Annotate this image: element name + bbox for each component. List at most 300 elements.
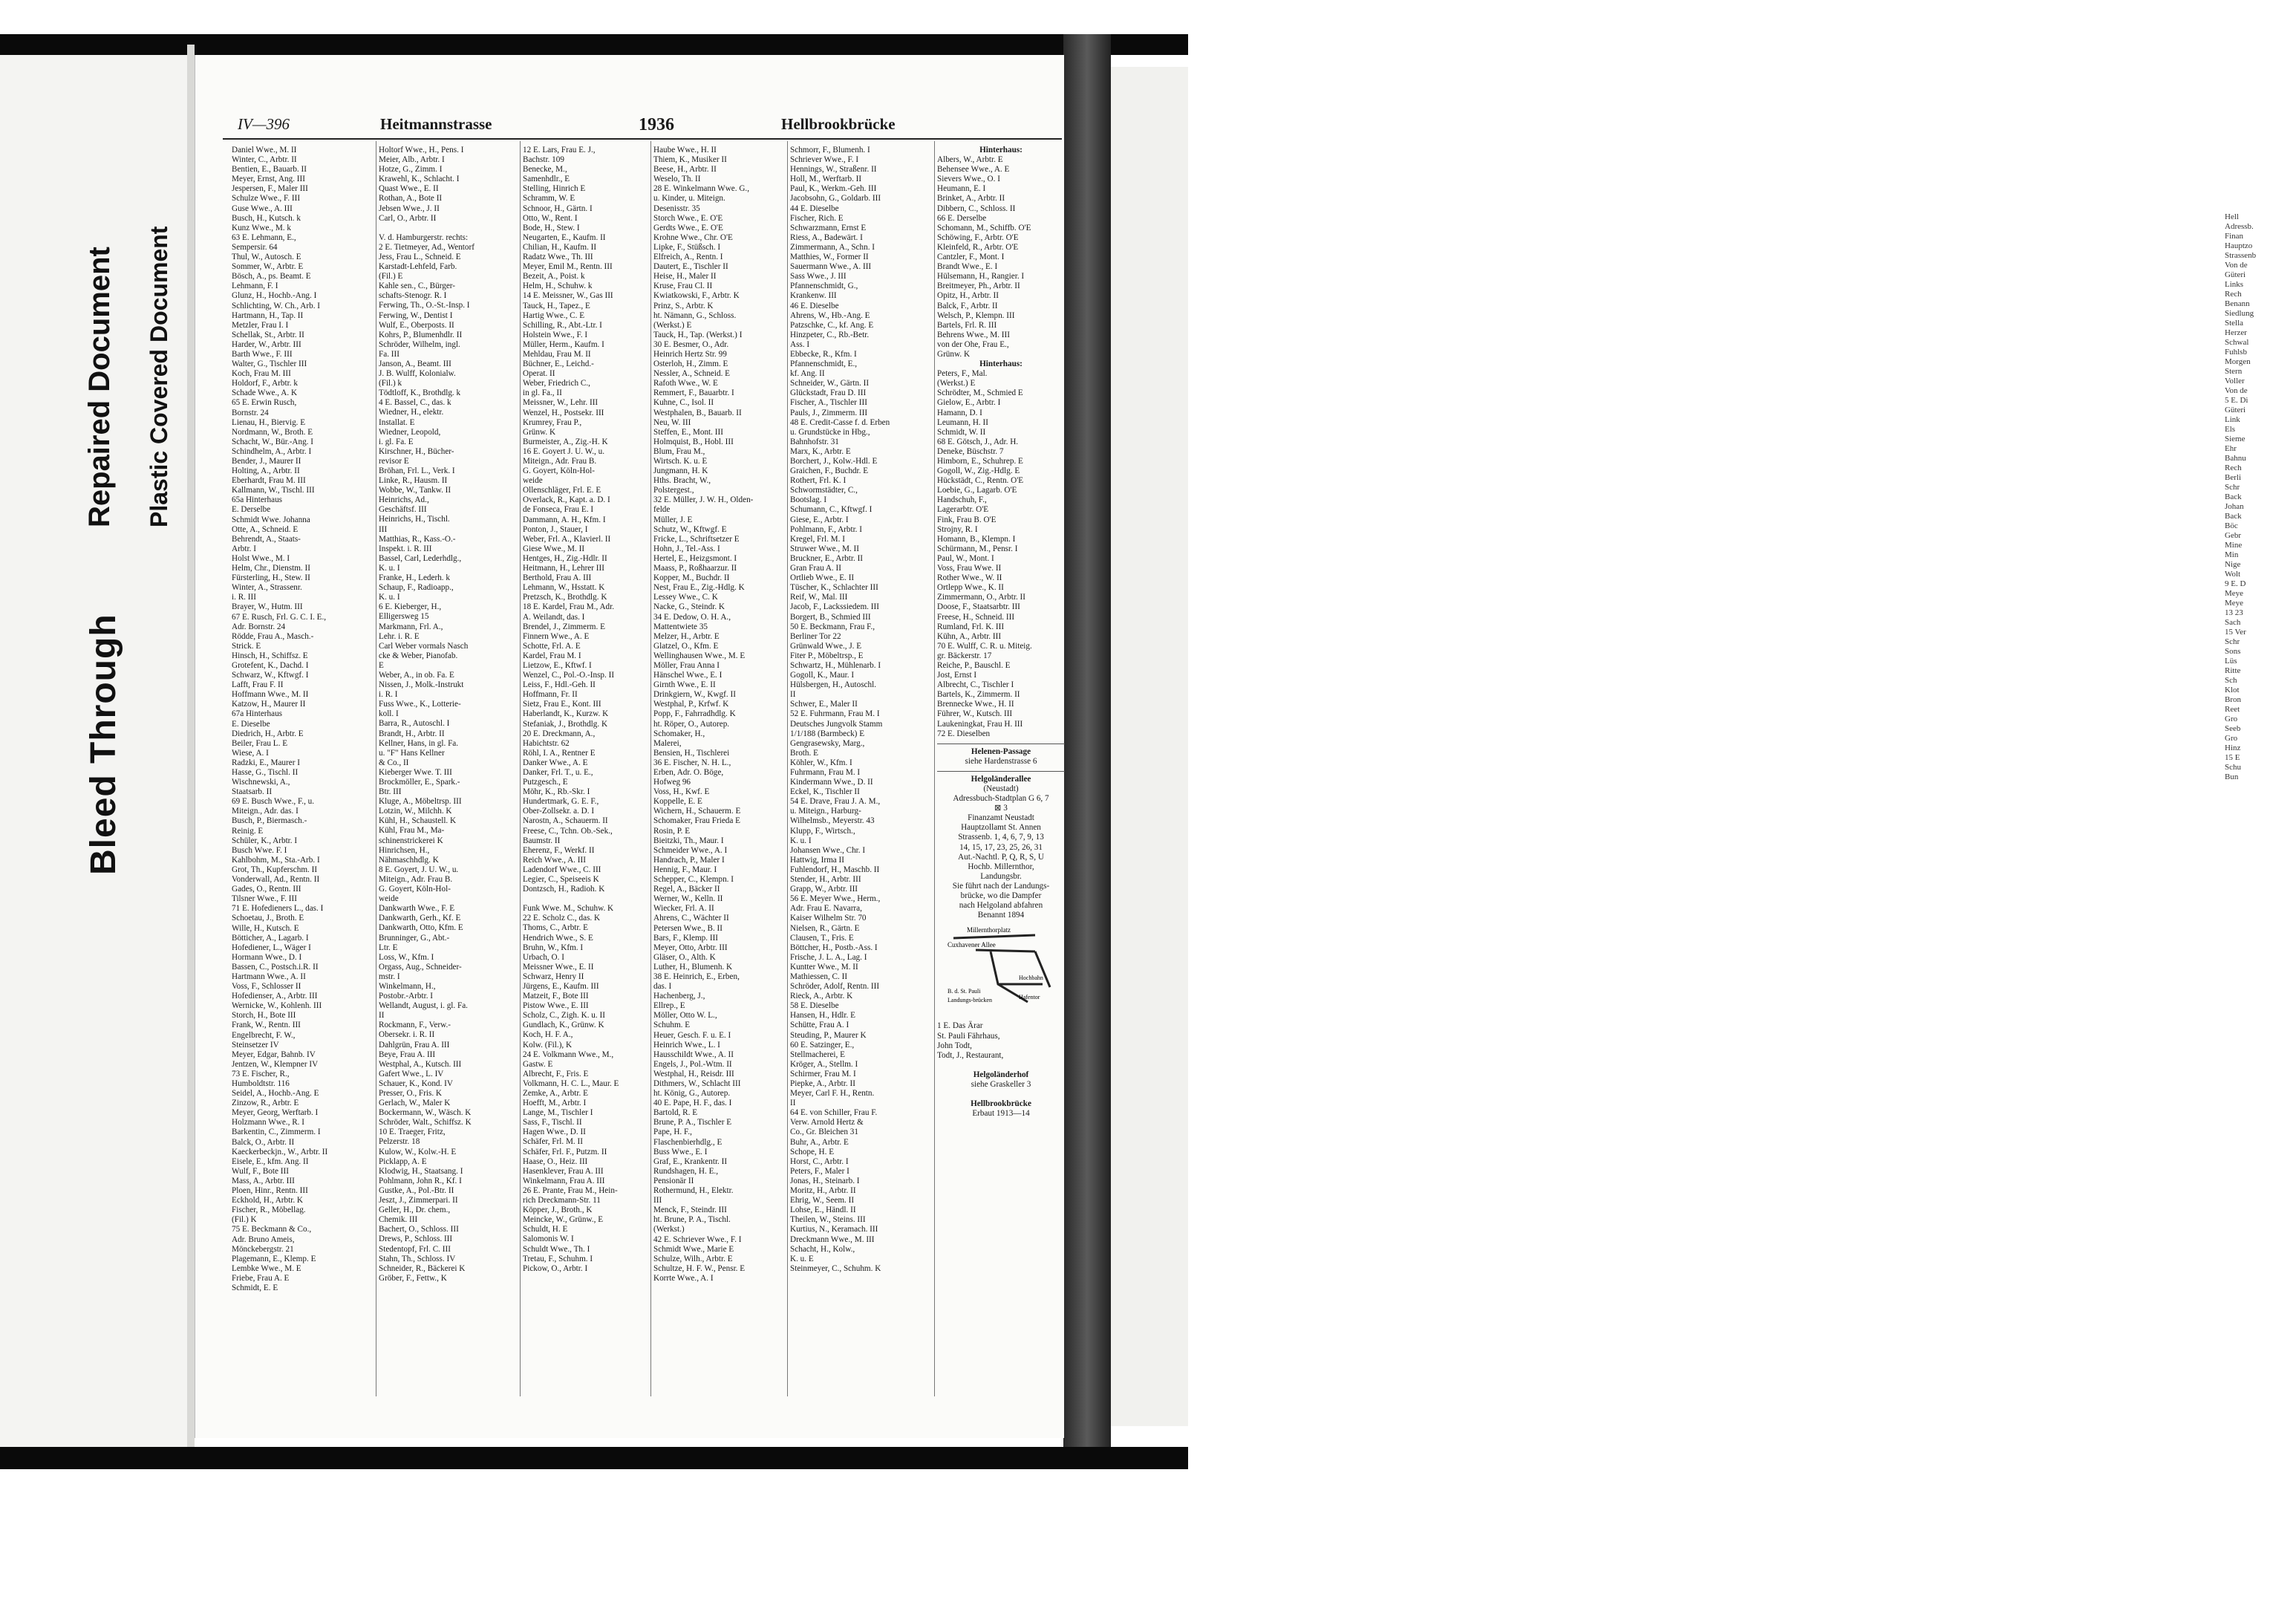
directory-entry: Narostn, A., Schauerm. II (523, 816, 608, 826)
directory-entry: 10 E. Traeger, Fritz, (379, 1128, 446, 1137)
directory-entry: Presser, O., Fris. K (379, 1089, 443, 1098)
directory-entry: (Fil.) K (232, 1215, 257, 1225)
directory-entry: Hauptzo (2225, 241, 2253, 250)
directory-entry: K. u. I (379, 563, 400, 573)
directory-entry: Wenzel, H., Postsekr. III (523, 408, 604, 417)
directory-entry: Ahrens, W., Hb.-Ang. E (790, 310, 870, 320)
directory-entry: Jespersen, F., Maler III (232, 184, 308, 194)
directory-entry: Ass. I (790, 339, 810, 349)
directory-entry: Buss Wwe., E. I (653, 1147, 708, 1156)
directory-entry: Aut.-Nachtl. P, Q, R, S, U (958, 852, 1044, 862)
directory-entry: 9 E. D (2225, 579, 2246, 588)
directory-entry: Matzeit, F., Bote III (523, 992, 589, 1001)
directory-entry: u. Miteign., Harburg- (790, 807, 861, 816)
directory-entry: Fuhlendorf, H., Maschb. II (790, 865, 880, 874)
directory-entry: II (379, 1011, 385, 1021)
directory-entry: Hausschildt Wwe., A. II (653, 1050, 734, 1059)
directory-entry: 50 E. Beckmann, Frau F., (790, 622, 875, 631)
directory-entry: koll. I (379, 709, 399, 719)
directory-entry: Müller, Herm., Kaufm. I (523, 339, 604, 349)
directory-entry: Deneke, Büschstr. 7 (937, 446, 1004, 456)
directory-entry: brücke, wo die Dampfer (960, 891, 1042, 901)
directory-entry: Engels, J., Pol.-Wtm. II (653, 1059, 732, 1069)
directory-entry: Bassen, C., Postsch.i.R. II (232, 962, 319, 972)
directory-entry: Schmidt Wwe., Marie E (653, 1244, 734, 1254)
directory-entry: Hohn, J., Tel.-Ass. I (653, 544, 720, 553)
directory-entry: 46 E. Dieselbe (790, 301, 839, 310)
directory-entry: Heumann, E. I (937, 184, 986, 194)
directory-entry: Stelling, Hinrich E (523, 184, 586, 194)
directory-entry: Kindermann Wwe., D. II (790, 778, 873, 787)
directory-entry: Dautert, E., Tischler II (653, 262, 728, 272)
directory-entry: 64 E. von Schiller, Frau F. (790, 1108, 878, 1118)
directory-entry: Führer, W., Kutsch. III (937, 709, 1013, 719)
directory-entry: Hths. Bracht, W., (653, 476, 711, 486)
directory-entry: Melzer, H., Arbtr. E (653, 631, 720, 641)
directory-entry: Pape, H. F., (653, 1128, 692, 1137)
directory-entry: Guse Wwe., A. III (232, 204, 293, 213)
directory-entry: Funk Wwe. M., Schuhw. K (523, 904, 614, 914)
directory-entry: Schriever Wwe., F. I (790, 155, 859, 165)
directory-entry: Kunz Wwe., M. k (232, 223, 291, 232)
directory-entry: Schneider, R., Bäckerei K (379, 1263, 466, 1273)
directory-entry: ht. Brune, P. A., Tischl. (653, 1215, 731, 1225)
directory-entry: Glückstadt, Frau D. III (790, 388, 867, 398)
directory-entry: Frische, J. L. A., Lag. I (790, 952, 867, 962)
directory-entry: Tauck, H., Tap. (Werkst.) I (653, 330, 743, 339)
directory-entry: u. Grundstücke in Hbg., (790, 427, 870, 437)
directory-entry: Rothan, A., Bote II (379, 194, 443, 204)
directory-entry: Thiem, K., Musiker II (653, 155, 727, 165)
directory-entry: Sons (2225, 647, 2241, 656)
directory-entry: Wilhelmsb., Meyerstr. 43 (790, 816, 875, 826)
directory-entry: Schwarzmann, Ernst E (790, 223, 867, 232)
directory-entry: Schumann, C., Kftwgf. I (790, 505, 873, 515)
directory-entry: Kirschner, H., Bücher- (379, 446, 454, 456)
directory-entry: Samenhdlr., E (523, 175, 570, 184)
directory-entry: Otto, W., Rent. I (523, 213, 578, 223)
directory-entry: Katzow, H., Maurer II (232, 700, 306, 709)
directory-entry: Freese, H., Schneid. III (937, 612, 1015, 622)
directory-entry: Desenisstr. 35 (653, 204, 700, 213)
directory-entry: Rundshagen, H. E., (653, 1166, 719, 1176)
directory-entry: Linke, R., Hausm. II (379, 476, 448, 486)
directory-entry: Winkelmann, H., (379, 981, 436, 991)
directory-entry: Kruse, Frau Cl. II (653, 282, 713, 291)
directory-entry: Winkelmann, Frau A. III (523, 1176, 605, 1185)
directory-entry: Deutsches Jungvolk Stamm (790, 719, 883, 729)
directory-entry: Borgert, B., Schmied III (790, 612, 871, 622)
directory-entry: Güteri (2225, 406, 2246, 414)
directory-entry: Sass Wwe., J. III (790, 272, 847, 282)
directory-entry: Ahrens, C., Wächter II (653, 914, 729, 923)
directory-entry: Paul, K., Werkm.-Geh. III (790, 184, 877, 194)
directory-entry: 20 E. Dreckmann, A., (523, 729, 596, 738)
directory-entry: K. u. E (790, 1254, 814, 1263)
directory-entry: Schüler, K., Arbtr. I (232, 836, 298, 845)
directory-entry: Urbach, O. I (523, 952, 564, 962)
directory-entry: Rockmann, F., Verw.- (379, 1021, 451, 1030)
directory-entry: 2 E. Tietmeyer, Ad., Wentorf (379, 242, 474, 252)
directory-entry: Kuntter Wwe., M. II (790, 962, 858, 972)
directory-entry: Bensien, H., Tischlerei (653, 748, 730, 758)
directory-entry: Heise, H., Maler II (653, 272, 717, 282)
directory-entry: Hofediener, L., Wäger I (232, 943, 311, 952)
directory-entry: Reinig. E (232, 826, 264, 836)
directory-entry: Stellmacherei, E (790, 1050, 845, 1059)
directory-entry: Weselo, Th. II (653, 175, 701, 184)
directory-entry: Ferwing, Th., O.-St.-Insp. I (379, 301, 470, 310)
directory-entry: Winter, A., Strassenr. (232, 583, 302, 593)
directory-entry: Fuhrmann, Frau M. I (790, 768, 861, 777)
directory-entry: Plagemann, E., Klemp. E (232, 1254, 316, 1263)
directory-entry: Zinzow, R., Arbtr. E (232, 1099, 299, 1108)
directory-entry: Schindhelm, A., Arbtr. I (232, 446, 312, 456)
label-repaired-document: Repaired Document (83, 247, 116, 527)
page-number: IV—396 (238, 115, 290, 133)
directory-entry: Bode, H., Stew. I (523, 223, 580, 232)
directory-entry: Hagen Wwe., D. II (523, 1128, 586, 1137)
directory-entry: Schulze Wwe., F. III (232, 194, 301, 204)
directory-entry: Lotzin, W., Milchh. K (379, 807, 452, 816)
directory-entry: Schmorr, F., Blumenh. I (790, 146, 870, 154)
directory-entry: Stella (2225, 319, 2244, 328)
directory-entry: Meyer, Otto, Arbtr. III (653, 943, 728, 952)
directory-entry (937, 1061, 1065, 1070)
directory-entry: Bentien, E., Bauarb. II (232, 165, 307, 175)
directory-entry: Mönckebergstr. 21 (232, 1244, 294, 1254)
directory-entry: Stern (2225, 367, 2243, 376)
directory-entry: Dithmers, W., Schlacht III (653, 1079, 741, 1088)
directory-entry: III (379, 524, 388, 534)
directory-entry: Kohrs, P., Blumenhdlr. II (379, 330, 463, 339)
directory-entry: Schade Wwe., A. K (232, 388, 298, 398)
directory-entry: Bornstr. 24 (232, 408, 269, 417)
directory-entry: Haase, O., Heiz. III (523, 1156, 588, 1166)
directory-entry: Hasse, G., Tischl. II (232, 768, 299, 777)
page-edge-strip (187, 45, 195, 1447)
directory-entry: Sauermann Wwe., A. III (790, 262, 872, 272)
directory-entry: de Fonseca, Frau E. I (523, 505, 594, 515)
directory-entry: St. Pauli Fährhaus, (937, 1031, 1000, 1041)
directory-entry: Nissen, J., Molk.-Instrukt (379, 680, 464, 690)
directory-entry: Eherenz, F., Werkf. II (523, 845, 595, 855)
directory-entry: Bötticher, A., Lagarb. I (232, 933, 309, 943)
directory-entry: Operat. II (523, 369, 555, 379)
directory-entry: Otte, A., Schneid. E (232, 524, 299, 534)
book-gutter (1063, 34, 1111, 1447)
directory-entry: Herzer (2225, 328, 2247, 337)
directory-entry: Landungsbr. (980, 871, 1022, 881)
directory-entry: Gerlach, W., Maler K (379, 1099, 451, 1108)
directory-entry: Berliner Tor 22 (790, 631, 841, 641)
directory-entry: u. "F" Hans Kellner (379, 748, 445, 758)
directory-entry: Fischer, R., Möbellag. (232, 1206, 306, 1215)
directory-entry: Brendel, J., Zimmerm. E (523, 622, 605, 631)
directory-column-6 (937, 146, 1065, 1401)
directory-entry: Schmeider Wwe., A. I (653, 845, 728, 855)
directory-entry: Stender, H., Arbtr. III (790, 875, 861, 885)
directory-entry: Broth. E (790, 748, 818, 758)
directory-entry: Rother Wwe., W. II (937, 573, 1002, 583)
directory-entry: Mine (2225, 541, 2243, 550)
directory-entry: (Neustadt) (983, 784, 1019, 793)
directory-entry: Stedentopf, Frl. C. III (379, 1244, 451, 1254)
directory-entry: Meier, Alb., Arbtr. I (379, 155, 445, 165)
directory-entry: 18 E. Kardel, Frau M., Adr. (523, 602, 615, 612)
directory-entry: Lange, M., Tischler I (523, 1108, 593, 1118)
directory-entry: Wulf, F., Bote III (232, 1166, 289, 1176)
directory-entry: Koch, H. F. A., (523, 1030, 573, 1040)
directory-entry: Wolt (2225, 570, 2241, 579)
directory-entry: Brune, P. A., Tischler E (653, 1118, 732, 1128)
directory-entry: Barra, R., Autoschl. I (379, 719, 450, 729)
directory-entry: Brockmöller, E., Spark.- (379, 778, 460, 787)
directory-entry: Krohne Wwe., Chr. O'E (653, 232, 733, 242)
directory-entry: K. u. I (790, 836, 812, 845)
directory-entry: Dahlgrün, Frau A. III (379, 1040, 450, 1050)
directory-entry: Holstein Wwe., F. I (523, 330, 588, 339)
directory-column-3 (523, 146, 664, 1401)
directory-entry: 4 E. Bassel, C., das. k (379, 398, 451, 408)
directory-entry: Strassenb (2225, 251, 2257, 260)
directory-entry: Theilen, W., Steins. III (790, 1215, 866, 1225)
directory-entry: 24 E. Volkmann Wwe., M., (523, 1050, 614, 1059)
directory-entry: Steinsetzer IV (232, 1040, 279, 1050)
directory-entry: Behensee Wwe., A. E (937, 165, 1010, 175)
directory-entry: Sass, F., Tischl. II (523, 1118, 582, 1128)
directory-entry: Jebsen Wwe., J. II (379, 204, 440, 213)
map-label-street: Cuxhavener Allee (948, 941, 996, 949)
directory-entry: Bruckner, E., Arbtr. II (790, 553, 864, 563)
directory-entry: Gro (2225, 734, 2238, 743)
directory-entry: Loebie, G., Lagarb. O'E (937, 486, 1017, 495)
directory-entry: Weber, Frl. A., Klavierl. II (523, 534, 611, 544)
directory-entry: nach Helgoland abfahren (959, 901, 1043, 911)
directory-entry: Glatzel, O., Kfm. E (653, 641, 719, 651)
directory-entry: Neu, W. III (653, 417, 691, 427)
directory-entry: Ollenschläger, Frl. E. E (523, 486, 601, 495)
directory-entry: Johan (2225, 502, 2244, 511)
directory-entry: Ortlieb Wwe., E. II (790, 573, 855, 583)
directory-entry: Schrödter, M., Schmied E (937, 388, 1023, 398)
directory-entry: Strassenb. 1, 4, 6, 7, 9, 13 (958, 833, 1044, 842)
directory-entry: Handrach, P., Maler I (653, 855, 725, 865)
directory-entry: Brunninger, G., Abt.- (379, 933, 450, 943)
directory-entry: Carl, O., Arbtr. II (379, 213, 437, 223)
directory-entry: weide (523, 476, 543, 486)
column-6-bottom (937, 1021, 1065, 1119)
directory-entry: Wischnewski, A., (232, 778, 290, 787)
directory-entry: 38 E. Heinrich, E., Erben, (653, 972, 740, 981)
label-bleed-through: Bleed Through (84, 614, 123, 875)
directory-entry: Klot (2225, 686, 2240, 694)
directory-entry: Hinz (2225, 744, 2241, 752)
directory-entry: Ellrep., E (653, 1001, 685, 1011)
directory-entry: Cantzler, F., Mont. I (937, 253, 1005, 262)
directory-entry: Kaeckerbeckjn., W., Arbtr. II (232, 1147, 328, 1156)
directory-entry: Balck, F., Arbtr. II (937, 301, 998, 310)
directory-entry: (Fil.) E (379, 272, 403, 282)
directory-entry: Drinkgiern, W., Kwgf. II (653, 690, 736, 700)
scan-border-bottom (0, 1447, 1188, 1469)
directory-entry: Lienau, H., Biervig. E (232, 417, 306, 427)
directory-entry: Bockermann, W., Wäsch. K (379, 1108, 472, 1118)
directory-entry: 75 E. Beckmann & Co., (232, 1225, 312, 1234)
directory-entry: Haberlandt, K., Kurzw. K (523, 709, 609, 719)
directory-entry: Homann, B., Klempn. I (937, 534, 1016, 544)
directory-entry: Min (2225, 550, 2239, 559)
directory-entry: Miteign., Adr. Frau B. (523, 457, 597, 466)
directory-entry: Schuldt, H. E (523, 1225, 568, 1234)
directory-entry: Bezeit, A., Poist. k (523, 272, 585, 282)
directory-entry: Möller, Frau Anna I (653, 660, 720, 670)
directory-entry: Meyer, Ernst, Ang. III (232, 175, 305, 184)
directory-entry: (Fil.) k (379, 379, 402, 388)
directory-entry: Tauck, H., Tapez., E (523, 301, 590, 310)
directory-entry: Schaup, F., Radioapp., (379, 583, 454, 593)
directory-entry: Mathiessen, C. II (790, 972, 848, 981)
directory-entry: Hennig, F., Maur. I (653, 865, 717, 874)
directory-entry: Schwarz, W., Kftwgf. I (232, 671, 309, 680)
directory-entry: Voss, F., Schlosser II (232, 982, 301, 992)
directory-entry: Luther, H., Blumenh. K (653, 962, 733, 972)
directory-entry: 65 E. Erwin Rusch, (232, 398, 297, 408)
directory-entry: Wirtsch. K. u. E (653, 457, 708, 466)
directory-entry: Wiese, A. I (232, 748, 269, 758)
directory-entry: Fuss Wwe., K., Lotterie- (379, 700, 461, 709)
directory-entry: 65a Hinterhaus (232, 495, 283, 505)
directory-entry: Seidel, A., Hochb.-Ang. E (232, 1089, 319, 1099)
directory-entry: Lagerarbtr. O'E (937, 505, 989, 515)
directory-entry: Busch Wwe. F. I (232, 845, 287, 855)
directory-entry: Nielsen, R., Gärtn. E (790, 923, 860, 933)
directory-entry: Matthias, R., Kass.-O.- (379, 534, 456, 544)
directory-entry: Markmann, Frl. A., (379, 622, 443, 631)
directory-entry: Marx, K., Arbtr. E (790, 446, 851, 456)
directory-entry: Wernicke, W., Kohlenh. III (232, 1001, 322, 1011)
directory-entry: 6 E. Kieberger, H., (379, 602, 442, 612)
directory-entry: Elfreich, A., Rentn. I (653, 253, 723, 262)
directory-entry: Friebe, Frau A. E (232, 1273, 290, 1283)
directory-entry: 66 E. Derselbe (937, 213, 987, 223)
directory-entry: Erbaut 1913—14 (972, 1109, 1030, 1119)
directory-entry: ht. König, G., Autorep. (653, 1089, 731, 1099)
directory-entry: Dontzsch, H., Radioh. K (523, 885, 605, 894)
directory-entry: Geschäftsf. III (379, 505, 427, 515)
directory-entry: Hamann, D. I (937, 408, 982, 417)
directory-entry: Freese, C., Tchn. Ob.-Sek., (523, 826, 613, 836)
directory-entry: Janson, A., Beamt. III (379, 359, 451, 368)
directory-entry: Reet (2225, 705, 2240, 714)
directory-entry: Ebbecke, R., Kfm. I (790, 349, 857, 359)
directory-entry: Quast Wwe., E. II (379, 184, 439, 194)
directory-entry: (Werkst.) (653, 1225, 685, 1234)
directory-entry: Kühn, A., Arbtr. III (937, 631, 1002, 641)
directory-entry: Inspekt. i. R. III (379, 544, 432, 553)
directory-entry: Girnth Wwe., E. II (653, 680, 716, 690)
directory-entry: Lietzow, E., Kftwf. I (523, 660, 592, 670)
directory-entry: Miteign., Adr. Frau B. (379, 874, 453, 884)
directory-entry: Schnoor, H., Gärtn. I (523, 204, 593, 213)
directory-entry: Steinmeyer, C., Schuhm. K (790, 1263, 881, 1273)
directory-entry: Drews, P., Schloss. III (379, 1234, 453, 1244)
directory-entry: Gengrasewsky, Marg., (790, 738, 865, 748)
directory-entry: Eisele, E., kfm. Ang. II (232, 1156, 309, 1166)
directory-entry: 42 E. Schriever Wwe., F. I (653, 1234, 742, 1244)
directory-entry: Todt, J., Restaurant, (937, 1050, 1004, 1060)
directory-entry: Heuer, Gesch. F. u. E. I (653, 1030, 731, 1040)
directory-entry: & Co., II (379, 758, 409, 767)
directory-entry: Gafert Wwe., L. IV (379, 1069, 444, 1078)
directory-entry: Werner, W., Kelln. II (653, 894, 723, 904)
directory-entry: Kwiatkowski, F., Arbtr. K (653, 291, 740, 301)
directory-entry: Kregel, Frl. M. I (790, 534, 845, 544)
directory-entry: (Werkst.) E (653, 320, 692, 330)
directory-entry: Dammann, A. H., Kfm. I (523, 515, 606, 524)
directory-entry: G. Goyert, Köln-Hol- (523, 466, 595, 476)
directory-entry: J. B. Wulff, Kolonialw. (379, 369, 456, 379)
directory-entry: Fuhlsb (2225, 348, 2247, 357)
directory-entry: Meyer, Georg, Werftarb. I (232, 1108, 319, 1118)
directory-entry: Horst, C., Arbtr. I (790, 1156, 849, 1166)
directory-entry: Schmidt, W. II (937, 427, 986, 437)
directory-entry: Finnern Wwe., A. E (523, 631, 590, 641)
map-label-bottom-1: B. d. St. Pauli (948, 988, 981, 995)
directory-entry: Voller (2225, 377, 2245, 385)
directory-entry: Jentzen, W., Klempner IV (232, 1059, 319, 1069)
directory-entry: Schmidt Wwe. Johanna (232, 515, 310, 524)
directory-entry: Gielow, E., Arbtr. I (937, 398, 1001, 408)
directory-entry: Paul, W., Mont. I (937, 553, 994, 563)
directory-entry: 56 E. Meyer Wwe., Herm., (790, 894, 881, 904)
directory-entry: in gl. Fa., II (523, 388, 562, 398)
directory-entry: Rosin, P. E (653, 826, 691, 836)
directory-entry: Hendrich Wwe., S. E (523, 933, 593, 943)
directory-entry: Schäfer, Frl. M. II (523, 1137, 583, 1147)
directory-entry: Pohlmann, John R., Kf. I (379, 1176, 462, 1185)
directory-entry: Ponton, J., Stauer, I (523, 524, 588, 534)
directory-entry: Mass, A., Arbtr. III (232, 1176, 295, 1185)
next-page-fragment (1111, 67, 2257, 1426)
directory-entry: Schoetau, J., Broth. E (232, 914, 304, 923)
directory-entry: Heinrich Wwe., L. I (653, 1040, 720, 1050)
directory-entry: Bootslag. I (790, 495, 827, 505)
directory-entry: Storch Wwe., E. O'E (653, 213, 723, 223)
directory-entry: Schilling, R., Abt.-Ltr. I (523, 320, 602, 330)
directory-entry: Blum, Frau M., (653, 446, 705, 456)
directory-entry: Engelbrecht, F. W., (232, 1030, 296, 1040)
directory-entry: Neugarten, E., Kaufm. II (523, 232, 606, 242)
directory-entry: Köhler, W., Kfm. I (790, 758, 852, 767)
directory-entry: Gläser, O., Alth. K (653, 952, 716, 962)
directory-entry: 68 E. Götsch, J., Adr. H. (937, 437, 1019, 446)
directory-entry: Fink, Frau B. O'E (937, 515, 997, 524)
directory-entry: Storch, H., Bote III (232, 1011, 296, 1021)
directory-entry: Schuhm. E (653, 1021, 691, 1030)
directory-entry: Schomann, M., Schiffb. O'E (937, 223, 1031, 232)
directory-entry: 5 E. Di (2225, 396, 2248, 405)
directory-entry: Albrecht, C., Tischler I (937, 680, 1014, 690)
directory-entry: Grünw. K (523, 427, 556, 437)
directory-entry: Lehr. i. R. E (379, 631, 420, 641)
directory-entry: Petersen Wwe., B. II (653, 923, 723, 933)
directory-entry: Graichen, F., Buchdr. E (790, 466, 869, 476)
directory-entry: Kolw. (Fil.), K (523, 1040, 573, 1050)
directory-entry: Wellinghausen Wwe., M. E (653, 651, 746, 660)
directory-entry: Adr. Bornstr. 24 (232, 622, 286, 631)
directory-entry: Lehmann, F. I (232, 282, 278, 291)
